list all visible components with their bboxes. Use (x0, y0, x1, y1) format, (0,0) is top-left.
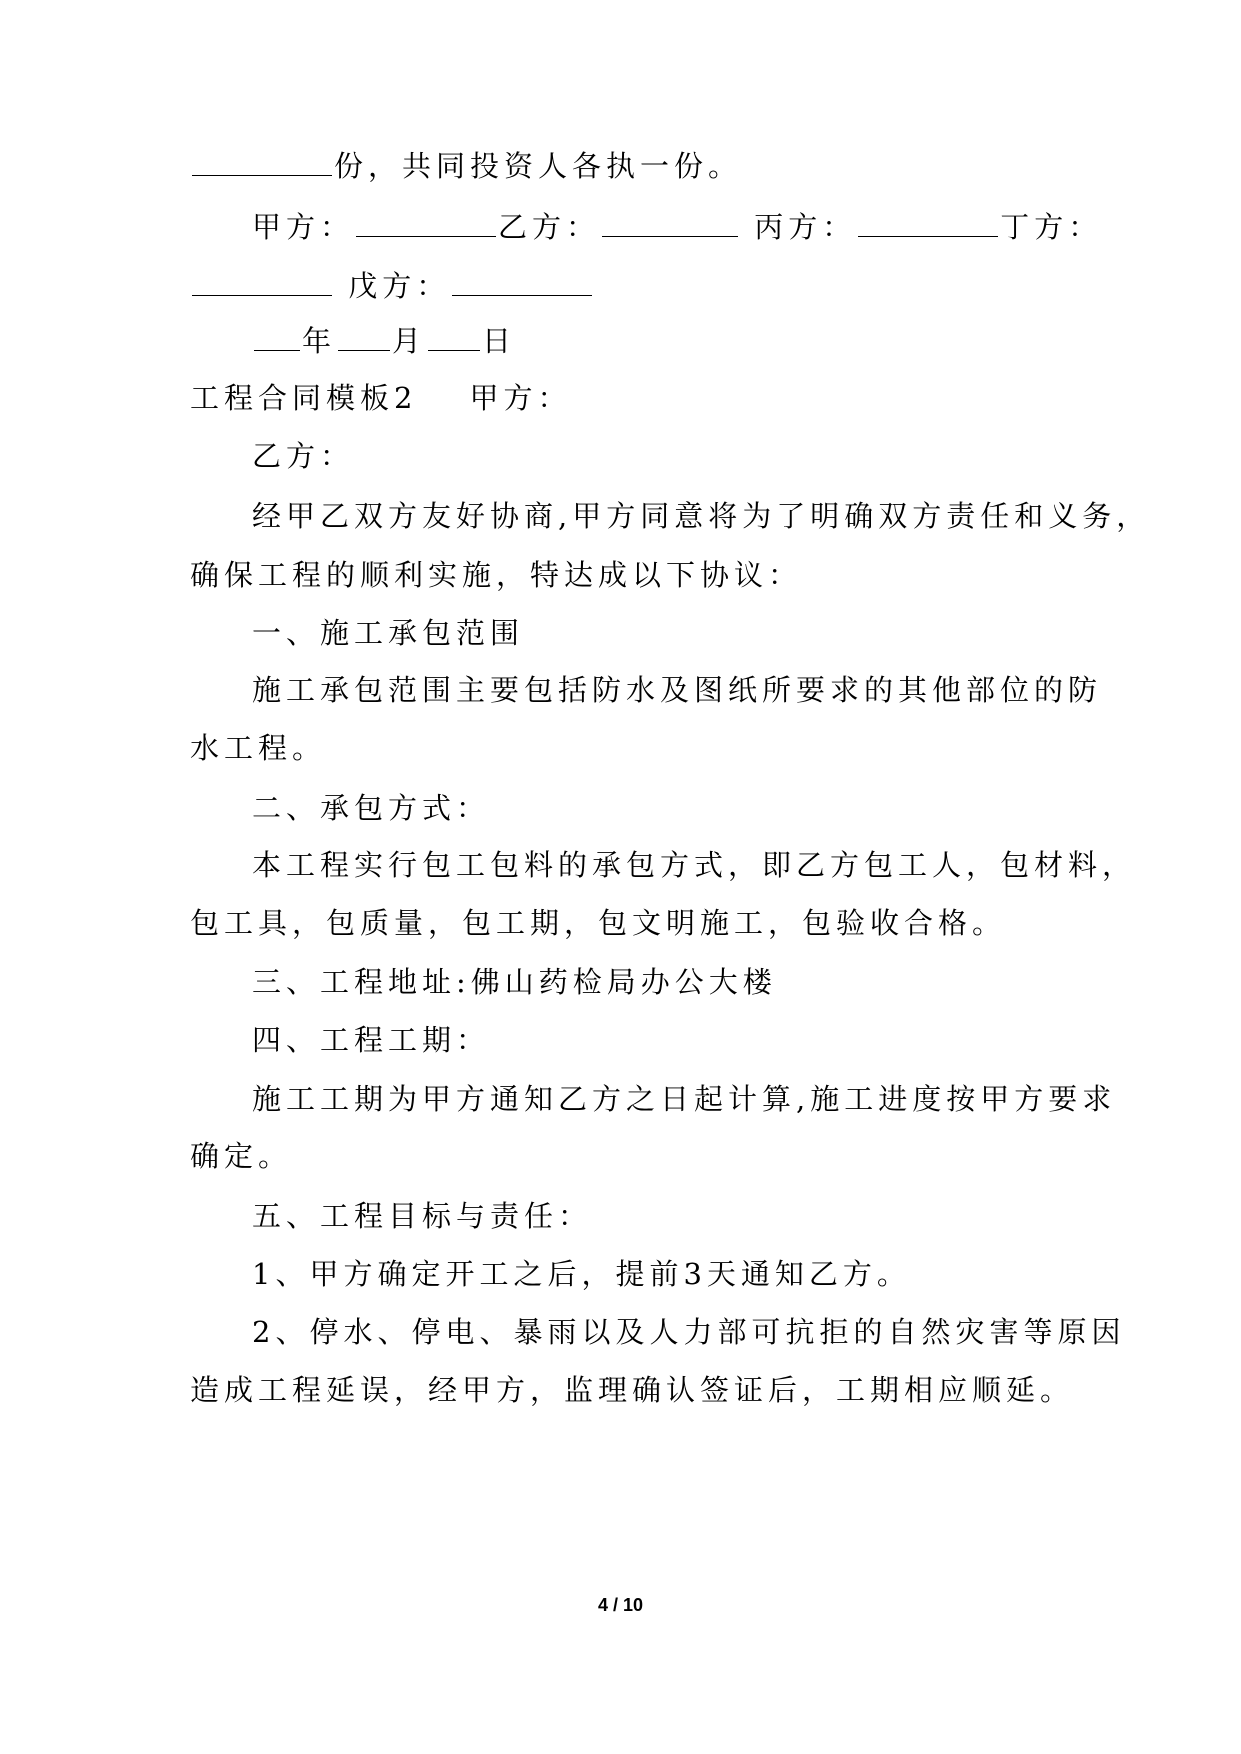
section-1-text-line-1: 施工承包范围主要包括防水及图纸所要求的其他部位的防 (252, 673, 1103, 707)
party-a-label: 甲方： (252, 210, 355, 244)
section-2-text-line-1: 本工程实行包工包料的承包方式，即乙方包工人，包材料， (252, 848, 1137, 882)
party-e-blank (452, 269, 592, 296)
day-blank (428, 324, 480, 351)
party-e-label: 戊方： (348, 269, 451, 303)
section-5-item-2-line-1: 2、停水、停电、暴雨以及人力部可抗拒的自然灾害等原因 (252, 1315, 1126, 1349)
parties-line-1 (252, 207, 1102, 247)
section-5-heading: 五、工程目标与责任： (252, 1199, 593, 1233)
section-3-heading: 三、工程地址:佛山药检局办公大楼 (252, 965, 777, 999)
section-2-text-line-2: 包工具，包质量，包工期，包文明施工，包验收合格。 (190, 906, 1007, 940)
section-4-heading: 四、工程工期： (252, 1023, 491, 1057)
year-label: 年 (302, 324, 337, 358)
section-1-heading: 一、施工承包范围 (252, 616, 525, 650)
party-b-blank (602, 210, 738, 237)
copies-text: 份，共同投资人各执一份。 (334, 149, 743, 183)
template-title-line (190, 378, 571, 418)
section-2-heading: 二、承包方式： (252, 791, 491, 825)
party-d-label: 丁方： (1000, 210, 1103, 244)
intro-paragraph-line-1: 经甲乙双方友好协商,甲方同意将为了明确双方责任和义务， (252, 499, 1151, 533)
day-label: 日 (482, 324, 517, 358)
template-party-b-label: 乙方： (252, 439, 355, 473)
month-label: 月 (392, 324, 427, 358)
section-4-text-line-2: 确定。 (190, 1139, 293, 1173)
page-number: 4 / 10 (597, 1595, 644, 1615)
party-d-blank (192, 269, 332, 296)
template-party-a-label: 甲方： (469, 381, 572, 415)
section-4-text-line-1: 施工工期为甲方通知乙方之日起计算,施工进度按甲方要求 (252, 1082, 1117, 1116)
party-c-label: 丙方： (754, 210, 857, 244)
party-c-blank (858, 210, 998, 237)
parties-line-2 (190, 266, 594, 306)
section-1-text-line-2: 水工程。 (190, 731, 327, 765)
section-5-item-1: 1、甲方确定开工之后，提前3天通知乙方。 (252, 1257, 911, 1291)
party-a-blank (356, 210, 496, 237)
party-b-label: 乙方： (498, 210, 601, 244)
template-title: 工程合同模板2 (190, 381, 418, 415)
year-blank (254, 324, 300, 351)
copies-blank (192, 149, 332, 176)
intro-paragraph-line-2: 确保工程的顺利实施，特达成以下协议： (190, 558, 803, 592)
template-party-b-line (252, 436, 354, 476)
copies-line (190, 146, 742, 186)
section-5-item-2-line-2: 造成工程延误，经甲方，监理确认签证后，工期相应顺延。 (190, 1373, 1075, 1407)
date-line (252, 321, 516, 361)
month-blank (338, 324, 390, 351)
